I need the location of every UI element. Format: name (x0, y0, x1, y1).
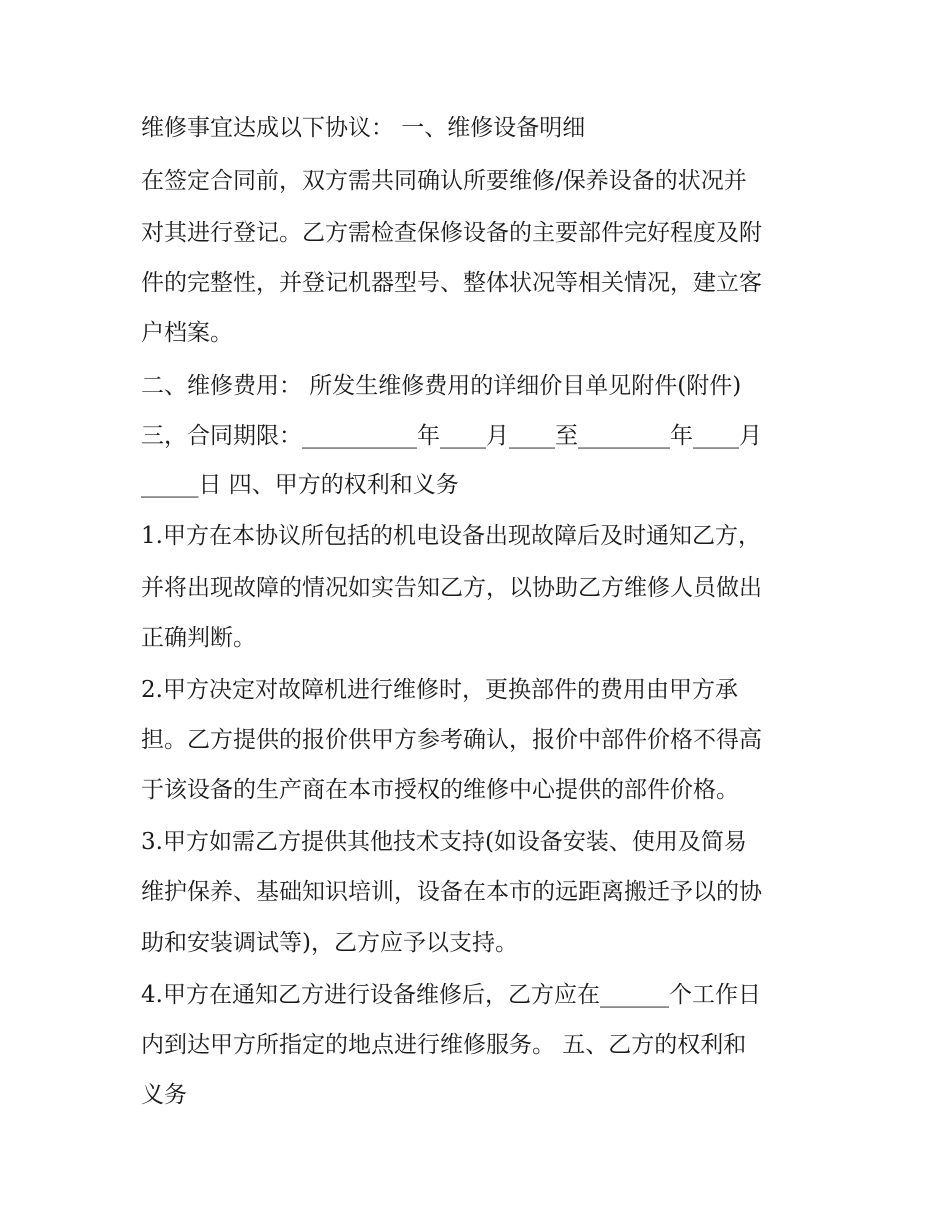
text-line: 于该设备的生产商在本市授权的维修中心提供的部件价格。 (141, 777, 739, 803)
text-line: 正确判断。 (141, 625, 256, 651)
text-line: 1.甲方在本协议所包括的机电设备出现故障后及时通知乙方， (141, 523, 761, 549)
text-line: 内到达甲方所指定的地点进行维修服务。 五、乙方的权利和 (141, 1032, 747, 1058)
text-line: 担。乙方提供的报价供甲方参考确认，报价中部件价格不得高 (141, 727, 762, 753)
text-line: 户档案。 (141, 320, 233, 346)
text-line: 并将出现故障的情况如实告知乙方，以协助乙方维修人员做出 (141, 575, 762, 601)
text-line: 对其进行登记。乙方需检查保修设备的主要部件完好程度及附 (141, 220, 762, 246)
text-line: 3.甲方如需乙方提供其他技术支持(如设备安装、使用及简易 (141, 829, 747, 855)
text-line: 件的完整性，并登记机器型号、整体状况等相关情况，建立客 (141, 270, 762, 296)
text-line: 三，合同期限：__________年____月____至________年____月 (141, 423, 762, 449)
text-line: 二、维修费用： 所发生维修费用的详细价目单见附件(附件) (141, 373, 742, 399)
text-line: 助和安装调试等)，乙方应予以支持。 (141, 930, 518, 956)
text-line: 在签定合同前，双方需共同确认所要维修/保养设备的状况并 (141, 168, 747, 194)
text-line: 义务 (141, 1082, 187, 1108)
text-line: 维修事宜达成以下协议： 一、维修设备明细 (141, 115, 586, 141)
text-line: 2.甲方决定对故障机进行维修时，更换部件的费用由甲方承 (141, 677, 738, 703)
text-line: 4.甲方在通知乙方进行设备维修后，乙方应在______个工作日 (141, 982, 761, 1008)
text-line: 维护保养、基础知识培训，设备在本市的远距离搬迁予以的协 (141, 879, 762, 905)
text-line: _____日 四、甲方的权利和义务 (141, 472, 459, 498)
